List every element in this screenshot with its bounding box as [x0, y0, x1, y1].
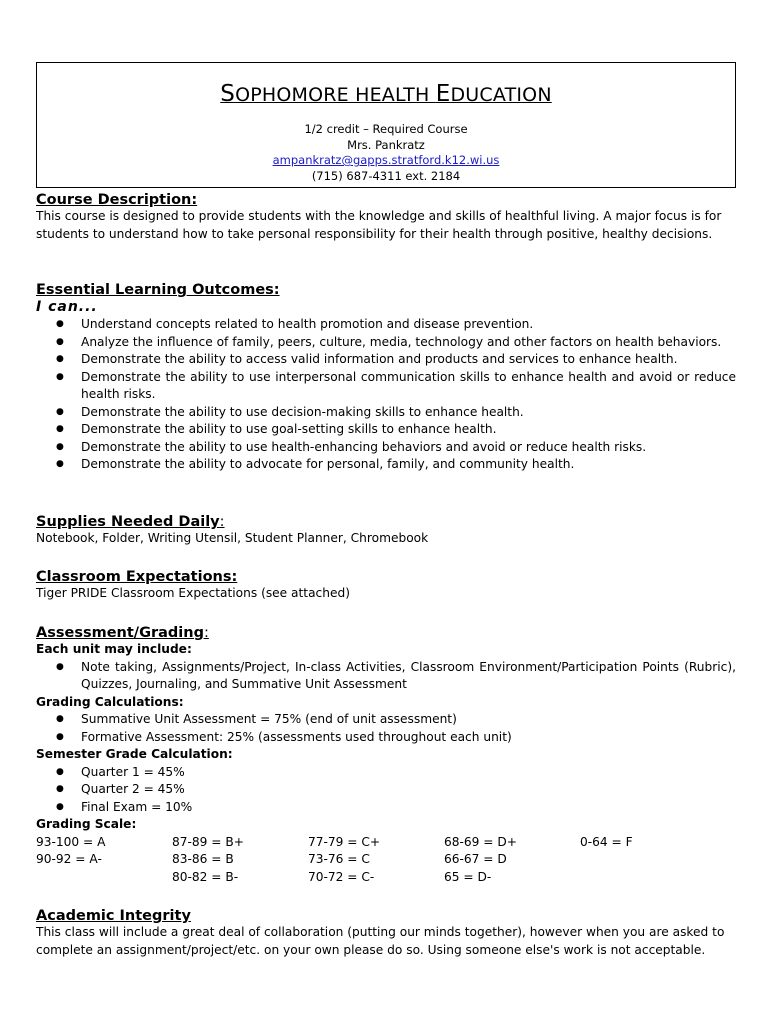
list-item: ● Demonstrate the ability to use decision-making skills to enhance health. — [36, 404, 736, 422]
semester-grade-list — [36, 764, 736, 817]
scale-cell: 93-100 = A — [36, 834, 106, 849]
academic-integrity-section — [36, 908, 736, 959]
supplies-text: Notebook, Folder, Writing Utensil, Student Planner, Chromebook — [36, 531, 429, 545]
scale-cell: 70-72 = C- — [308, 869, 375, 884]
list-item: ● Formative Assessment: 25% (assessments used throughout each unit) — [36, 729, 736, 747]
academic-integrity-heading: Academic Integrity — [36, 908, 191, 924]
scale-cell: 90-92 = A- — [36, 852, 102, 866]
grading-calculations-list — [36, 711, 736, 746]
scale-cell: 0-64 = F — [580, 834, 633, 849]
scale-cell: 77-79 = C+ — [308, 834, 381, 849]
supplies-heading: Supplies Needed Daily: — [36, 514, 225, 530]
grading-calculations-label: Grading Calculations: — [36, 694, 184, 709]
course-title: SOPHOMORE HEALTH EDUCATION — [220, 81, 552, 107]
scale-cell: 68-69 = D+ — [444, 834, 517, 849]
course-description-section — [36, 192, 736, 243]
list-item: ● Quarter 2 = 45% — [36, 781, 736, 799]
list-item: ● Demonstrate the ability to use health-enhancing behaviors and avoid or reduce health risks. — [36, 439, 736, 457]
expectations-text: Tiger PRIDE Classroom Expectations (see attached) — [36, 586, 350, 600]
unit-include-label: Each unit may include: — [36, 642, 192, 656]
scale-cell — [580, 869, 716, 887]
assessment-section — [36, 625, 736, 886]
list-item: ● Analyze the influence of family, peers, culture, media, technology and other factors on health behaviors. — [36, 334, 736, 352]
scale-cell — [580, 851, 716, 869]
course-description-text: This course is designed to provide students with the knowledge and skills of healthful living. A major focus is for students to understand how to take personal responsibility for their health through positive, healthy decisions. — [36, 209, 722, 241]
expectations-section — [36, 569, 736, 603]
course-header-box — [36, 62, 736, 188]
assessment-heading: Assessment/Grading: — [36, 625, 209, 641]
academic-integrity-text: This class will include a great deal of collaboration (putting our minds together), however when you are asked to complete an assignment/project/etc. on your own please do so. Using someone else's work is not acceptable. — [36, 925, 725, 957]
list-item: ● Quarter 1 = 45% — [36, 764, 736, 782]
grading-scale-table — [36, 834, 736, 887]
scale-cell — [36, 869, 172, 887]
credit-line: 1/2 credit – Required Course — [304, 122, 468, 136]
list-item: ● Understand concepts related to health promotion and disease prevention. — [36, 316, 736, 334]
list-item: ● Demonstrate the ability to use goal-setting skills to enhance health. — [36, 421, 736, 439]
document-page — [36, 62, 736, 957]
outcomes-list — [36, 316, 736, 474]
list-item: ● Demonstrate the ability to advocate for personal, family, and community health. — [36, 456, 736, 474]
phone-number: (715) 687-4311 ext. 2184 — [311, 168, 461, 183]
list-item: ● Final Exam = 10% — [36, 799, 736, 817]
outcomes-section — [36, 282, 736, 474]
scale-cell: 83-86 = B — [172, 852, 234, 866]
teacher-name: Mrs. Pankratz — [347, 137, 425, 152]
list-item: ● Demonstrate the ability to use interpersonal communication skills to enhance health and avoid or reduce health risks. — [36, 369, 736, 404]
unit-include-list — [36, 659, 736, 694]
list-item: ● Note taking, Assignments/Project, In-class Activities, Classroom Environment/Participation Points (Rubric), Quizzes, Journaling, and Summative Unit Assessment — [36, 659, 736, 694]
list-item: ● Demonstrate the ability to access valid information and products and services to enhance health. — [36, 351, 736, 369]
semester-grade-label: Semester Grade Calculation: — [36, 747, 233, 761]
scale-cell: 80-82 = B- — [172, 869, 239, 884]
course-description-heading: Course Description: — [36, 192, 198, 208]
supplies-section — [36, 514, 736, 548]
scale-cell: 87-89 = B+ — [172, 834, 244, 849]
scale-cell: 65 = D- — [444, 869, 492, 884]
outcomes-heading: Essential Learning Outcomes: — [36, 282, 280, 298]
teacher-email-link[interactable]: ampankratz@gapps.stratford.k12.wi.us — [272, 153, 500, 167]
scale-cell: 66-67 = D — [444, 852, 507, 866]
scale-cell: 73-76 = C — [308, 852, 370, 866]
list-item: ● Summative Unit Assessment = 75% (end of unit assessment) — [36, 711, 736, 729]
grading-scale-label: Grading Scale: — [36, 817, 137, 831]
i-can-label: I can... — [36, 299, 98, 315]
expectations-heading: Classroom Expectations: — [36, 569, 238, 585]
